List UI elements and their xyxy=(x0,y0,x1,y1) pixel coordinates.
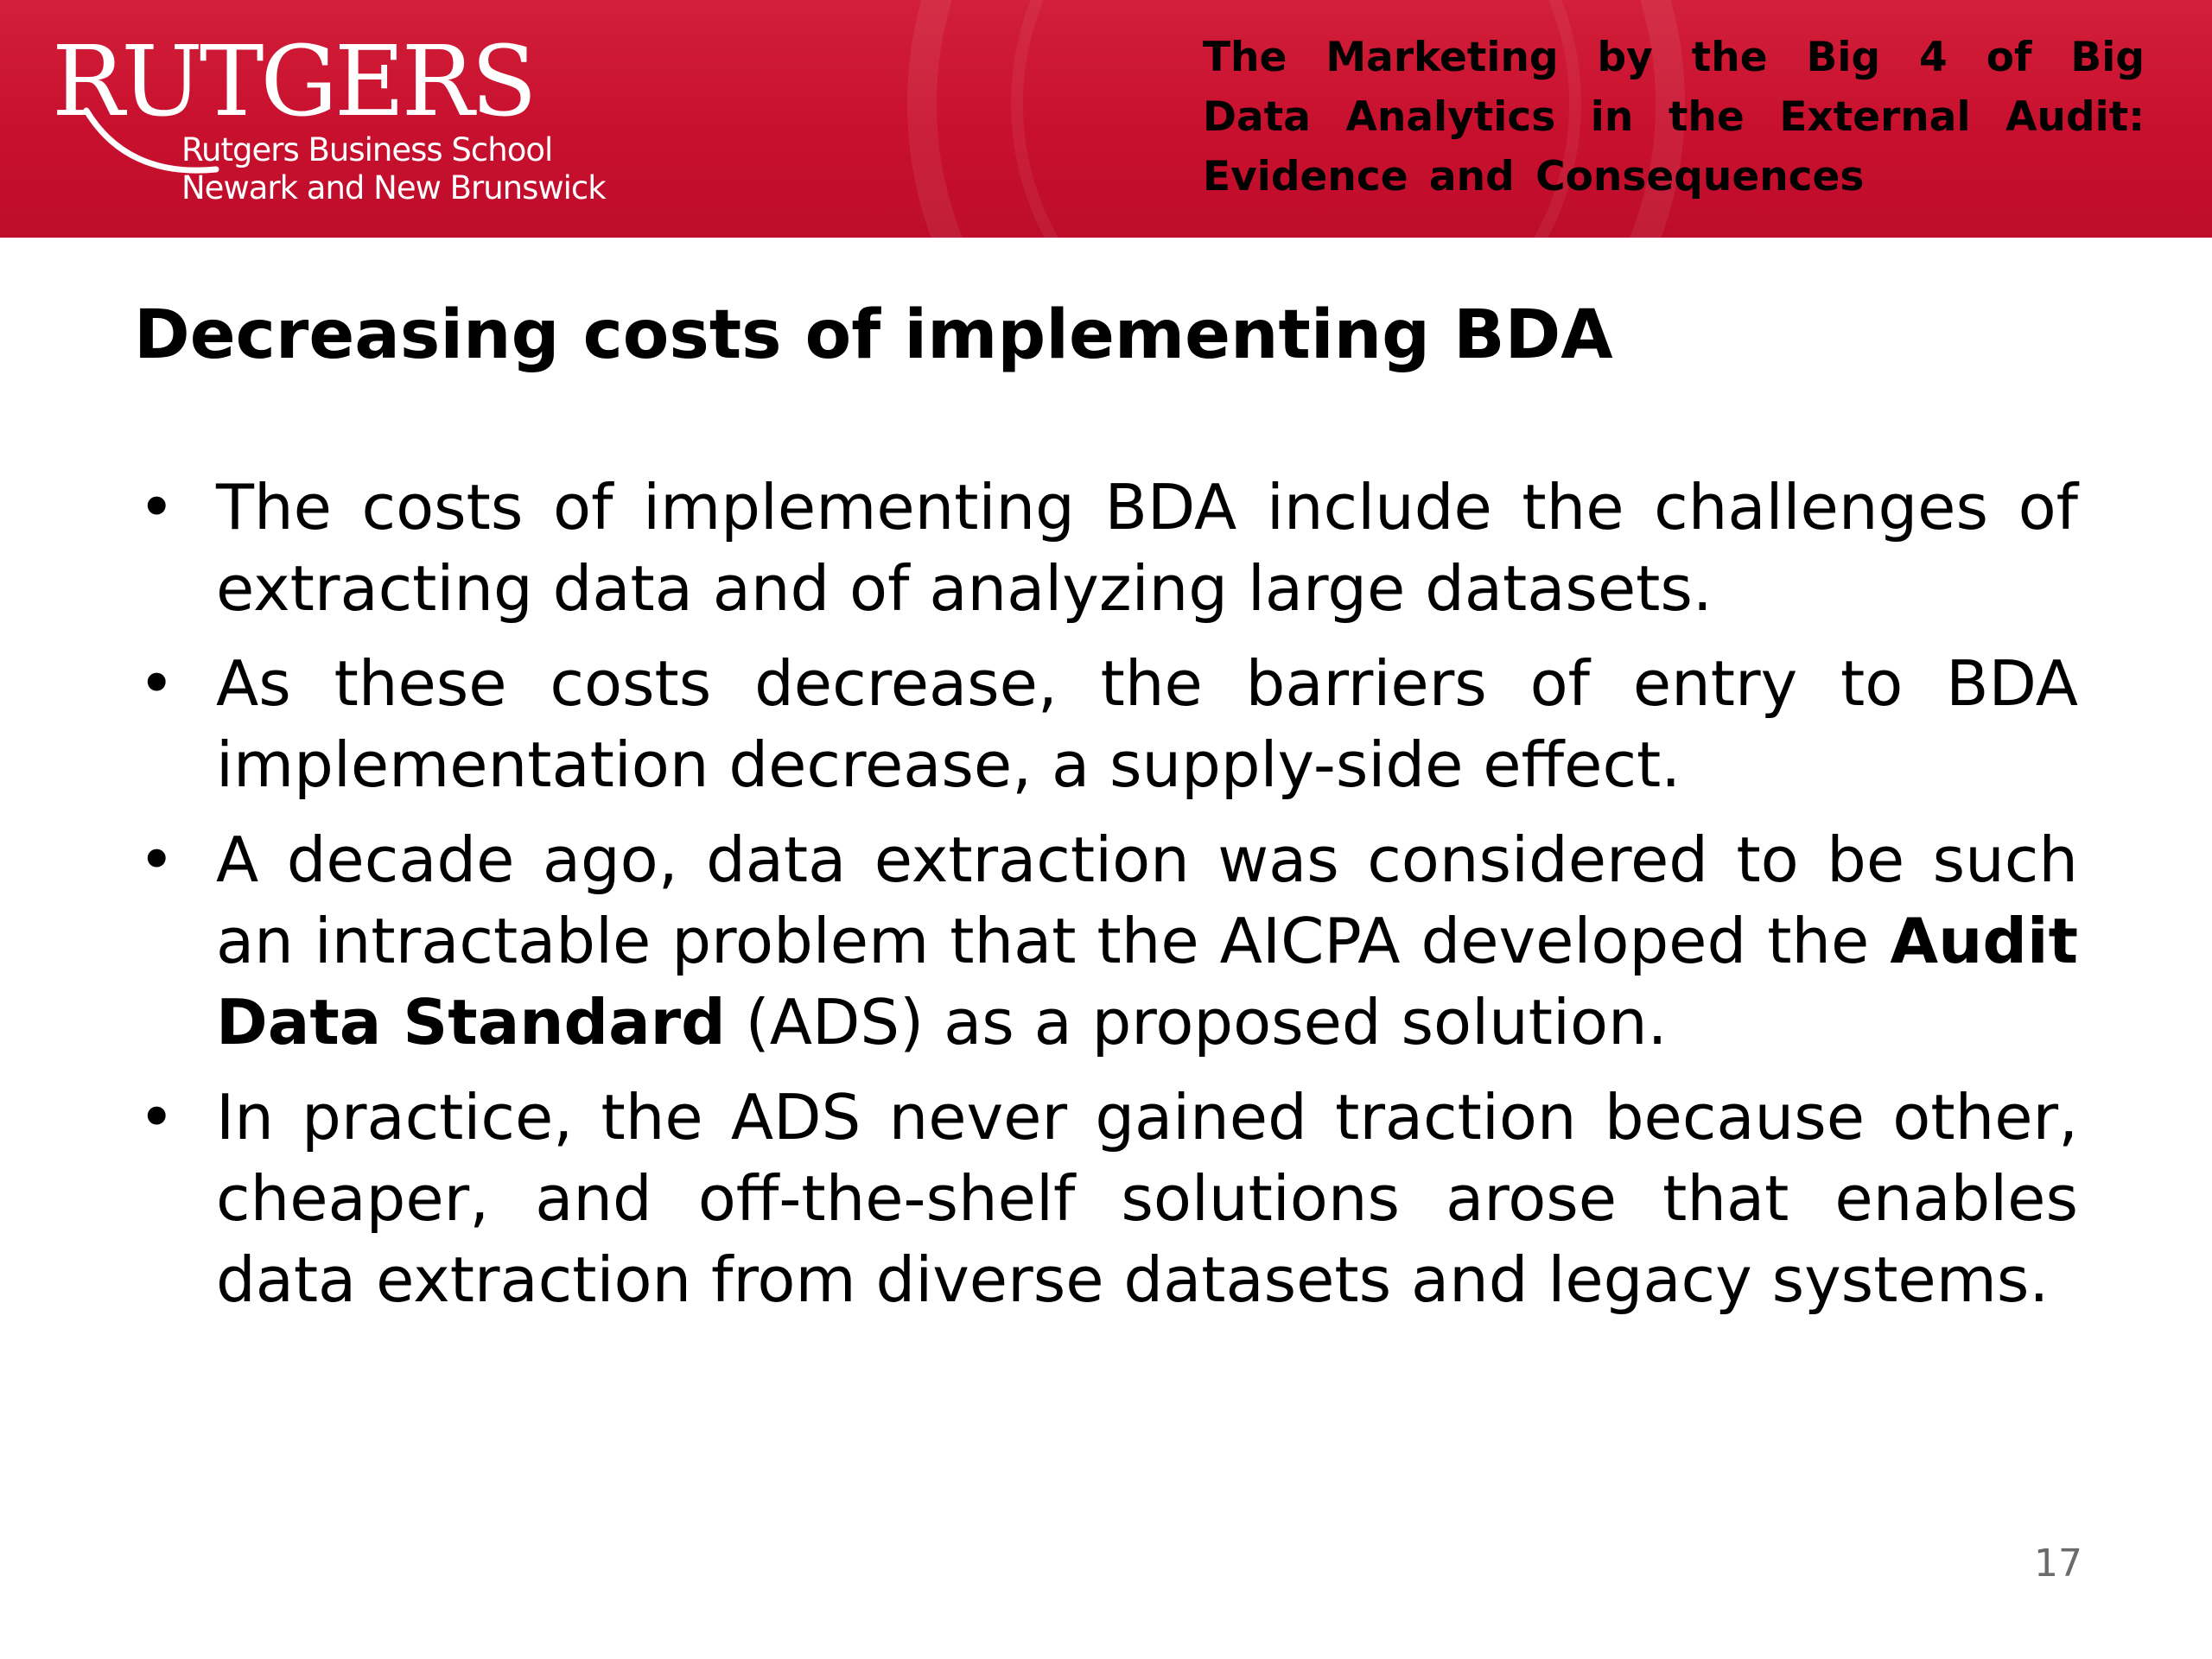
bullet-dot-icon: • xyxy=(138,1081,175,1154)
bullet-dot-icon: • xyxy=(138,823,175,896)
bullet-text: As these costs decrease, the barriers of entry to BDA implementation decrease, a supply-side effect. xyxy=(216,647,2078,801)
audit-data-standard-term: Audit Data Standard xyxy=(216,905,2078,1058)
bullet-list xyxy=(130,467,2078,1334)
slide-heading: Decreasing costs of implementing BDA xyxy=(134,296,1613,374)
bullet-text: In practice, the ADS never gained traction because other, cheaper, and off-the-shelf solutions arose that enables data extraction from diverse datasets and legacy systems. xyxy=(216,1081,2078,1316)
bullet-item xyxy=(130,467,2078,629)
logo-wordmark: RUTGERS xyxy=(52,26,534,138)
rutgers-logo xyxy=(52,26,657,216)
logo-school-line1: Rutgers Business School xyxy=(181,131,553,168)
presentation-title: The Marketing by the Big 4 of Big Data Analytics in the External Audit: Evidence and Consequences xyxy=(1203,34,2145,200)
bullet-dot-icon: • xyxy=(138,471,175,543)
page-number: 17 xyxy=(2034,1541,2082,1586)
bullet-text-before: A decade ago, data extraction was considered to be such an intractable problem that the AICPA developed the xyxy=(216,823,2078,977)
header-banner xyxy=(0,0,2212,238)
bullet-text: The costs of implementing BDA include the challenges of extracting data and of analyzing large datasets. xyxy=(216,471,2078,625)
bullet-item xyxy=(130,643,2078,805)
bullet-text-after: (ADS) as a proposed solution. xyxy=(725,986,1668,1058)
logo-school-line2: Newark and New Brunswick xyxy=(181,169,606,207)
bullet-dot-icon: • xyxy=(138,647,175,720)
bullet-item xyxy=(130,1077,2078,1320)
bullet-item xyxy=(130,819,2078,1063)
